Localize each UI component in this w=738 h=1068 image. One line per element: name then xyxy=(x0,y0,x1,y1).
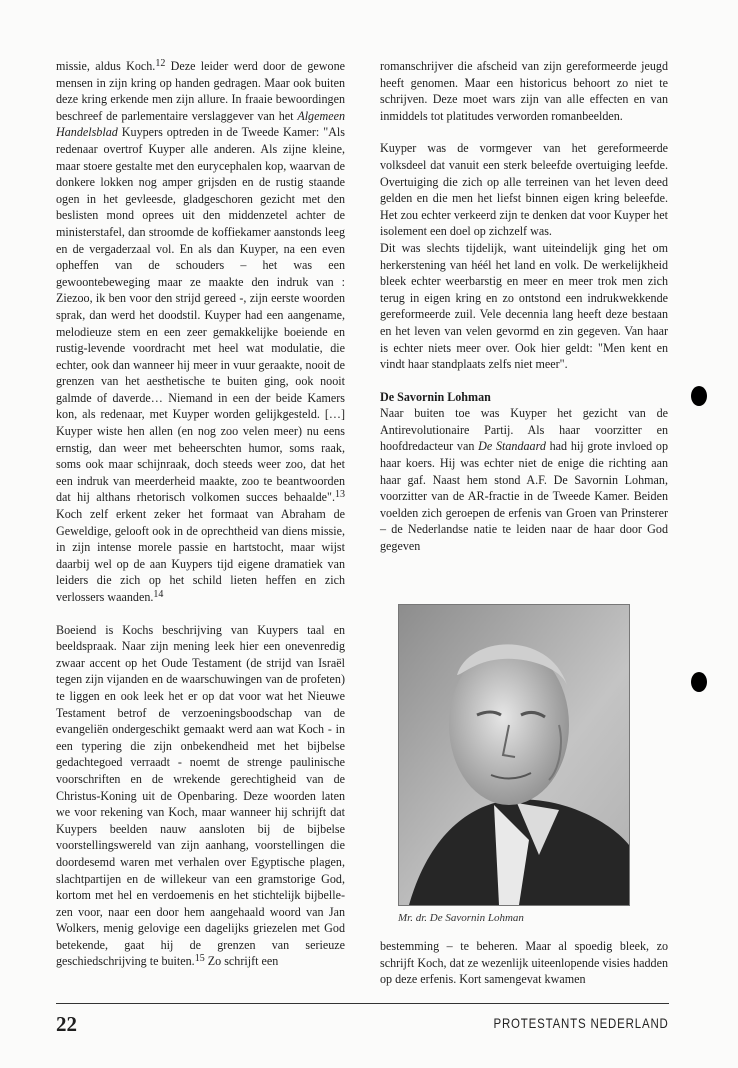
footnote-ref: 14 xyxy=(153,589,164,600)
text-run: Zo schrijft een xyxy=(204,954,279,969)
portrait-illustration xyxy=(399,605,629,905)
footer-rule xyxy=(56,1003,669,1004)
paragraph xyxy=(56,58,345,606)
paragraph xyxy=(380,405,668,554)
paragraph: Dit was slechts tijdelijk, want uiteindelijk ging het om herkerstening van héél het land en volk. De werkelijkheid bleek echter weerbarstig en meer en meer trok men zich terug in eigen kring en zo ontstond een indrukwekkende gereformeerde zuil. Vele decennia lang heeft deze bestaan en het leven van velen gevormd en zin gegeven. Van haar is echter niets meer over. Ook hier geldt: "Men kent en vindt haar standplaats zelfs niet meer". xyxy=(380,240,668,372)
text-run: Koch zelf erkent zeker het formaat van Abraham de Geweldige, gelooft ook in de oprechtheid van diens missie, in zijn intense morele passie en hartstocht, maar wijst daarbij wel op de aan Kuypers tijd eigene dramatiek van leiders die zich op het schild lieten heffen en zich verlossers waanden. xyxy=(56,507,345,604)
right-column-bottom xyxy=(380,938,668,988)
right-column xyxy=(380,58,668,555)
text-run: Boeiend is Kochs beschrijving van Kuypers taal en beeldspraak. Naar zijn mening leek hier een onevenredig zwaar accent op het Oude Testament (de strijd van Israël tegen zijn vijanden en de waarschuwingen van de profeten) te liggen en ook leek het er op dat voor wat het Nieuwe Testament betrof de verzoeningsboodschap van de evangeliën ondergeschikt gemaakt werd aan wat Koch - in een typering die zijn onbekendheid met het bijbelse gedachtegoed verraadt - noemt de strenge paulinische voorschriften en de wrekende gerechtigheid van de Christus-Koning uit de Openbaring. Deze woorden laten we voor rekening van Koch, maar wanneer hij schrijft dat Kuypers beelden nauw aansloten bij de bijbelse voorstellingswereld van zijn aanhang, voorstellingen die doordesemd waren met verhalen over Egyptische plagen, slachtpartijen en de willekeur van een gramstorige God, kortom met hel en verdoemenis en het stichtelijk bijbellezen voor, naar een door hem aangehaald woord van Jan Wolkers, menig gelovige een dagelijks griezelen met God betekende, gaat hij de grenzen van serieuze geschiedschrijving te buiten. xyxy=(56,622,345,969)
paragraph xyxy=(56,622,345,970)
footnote-ref: 15 xyxy=(194,953,205,965)
section-heading: De Savornin Lohman xyxy=(380,389,491,404)
binder-hole xyxy=(691,672,707,692)
magazine-title: PROTESTANTS NEDERLAND xyxy=(493,1015,669,1031)
text-run: Deze leider werd door de gewone mensen in zijn kring op handen gedragen. Maar ook buiten deze kring erkende men zijn allure. In fraaie bewoordingen beschreef de parlementaire verslaggever van het xyxy=(56,59,345,123)
photo-caption: Mr. dr. De Savornin Lohman xyxy=(398,912,524,924)
paragraph: Kuyper was de vormgever van het gereformeerde volksdeel dat vanuit een sterk beleefde overtuiging leefde. Overtuiging die zich op alle terreinen van het leven deed gelden en die men het liefst binnen eigen kring beleefde. Het zou echter verkeerd zijn te denken dat voor Kuyper het isolement een doel op zichzelf was. xyxy=(380,141,668,239)
paragraph: romanschrijver die afscheid van zijn gereformeerde jeugd heeft genomen. Maar een historicus behoort zo niet te schrijven. Deze moet wars zijn van alle effecten en van inmiddels tot platitudes verworden romanbeelden. xyxy=(380,59,668,123)
page-number: 22 xyxy=(56,1012,77,1036)
newspaper-title: De Standaard xyxy=(478,439,546,454)
portrait-photo xyxy=(398,604,630,906)
text-run: missie, aldus Koch. xyxy=(56,59,156,73)
paragraph: bestemming – te beheren. Maar al spoedig bleek, zo schrijft Koch, dat ze wezenlijk uiteenlopende visies hadden op deze erfenis. Kort samengevat kwamen xyxy=(380,939,668,987)
text-run: Kuypers optreden in de Tweede Kamer: "Als redenaar overtrof Kuyper alle anderen. Als zijne kleine, maar stoere gestalte met den eurycephalen kop, waarvan de donkere lokken nog amper grijsden en de rustig staande ogen in het gevleesde, gladgeschoren gezicht met den beslisten mond oprees uit den middenzetel achter de ministerstafel, dan stroomde de koffiekamer aanstonds leeg en de vergaderzaal vol. En als dan Kuyper, na een even opheffen van de schouders – het was een gewoontebeweging maar ze maakte den indruk van : Ziezoo, ik ben voor den strijd gereed -, zijn eerste woorden sprak, dan werd het doodstil. Kuyper had een aangename, melodieuze stem en een zeer gemakkelijke boeiende en rustig-levende voordracht met heel wat modulatie, die echter, ook dan wanneer hij meer in vuur geraakte, nooit de grenzen van het aesthetische te buiten ging, ook nooit galmde of daverde… Niemand in een der beide Kamers kon, als redenaar, met Kuyper worden gelijkgesteld. […] Kuyper wiste hen allen (en nog zoo velen meer) nu eens ernstig, dan weer met beheerschten humor, soms raak, soms ook maar schijnraak, doch steeds weer zoo, dat het een indruk van meerderheid maakte, zoo te beantwoorden dat hij althans rhetorisch volkomen succes behaalde". xyxy=(56,125,345,505)
text-run: Naar buiten toe was Kuyper het gezicht van de Antirevolutionaire Partij. Als haar voorzitter en hoofdredacteur van xyxy=(380,406,668,454)
newspaper-title: Algemeen Handelsblad xyxy=(56,108,345,140)
footnote-ref: 12 xyxy=(155,58,166,69)
footnote-ref: 13 xyxy=(335,489,345,501)
text-run: had hij grote invloed op haar koers. Hij was echter niet de enige die richting aan haar gaf. Naast hem stond A.F. De Savornin Lohman, voorzitter van de AR-fractie in de Tweede Kamer. Beiden voelden zich geroepen de erfenis van Groen van Prinsterer – de Nederlandse natie te leiden naar de haar door God gegeven xyxy=(380,439,668,554)
binder-hole xyxy=(691,386,707,406)
left-column xyxy=(56,58,345,970)
